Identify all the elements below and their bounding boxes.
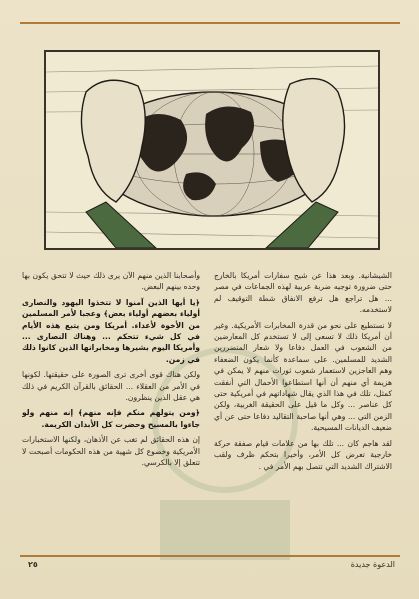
bottom-rule [20,555,400,557]
paragraph: لقد هاجم كان ... تلك بها من علامات قيام صفقة حركة خارجية تعرض كل الأمر، وأخيرا بتحكم ظرف ولقب الاشتراك الشديد التي تتصل بهم الأمر في . [214,438,392,471]
paragraph: الشيشانية. وبعد هذا عن شيح سفارات أمريكا بالخارج حتى ضرورة توجيه ضربة عربية لهذه الجماعات في مصر ... هل تراجع هل ترفع الانفاق شطة التوقيف لم لاستخدمه. [214,271,392,315]
paragraph: وأصحابنا الذين منهم الآن يرى ذلك حيث لا تتحق يكون بها وحده بينهم البعض. [22,271,200,292]
article-column-left [22,270,200,548]
quran-quote: ﴿ومن يتولهم منكم فإنه منهم﴾ إنه منهم ولو جاءوا بالمسيح وحضرت كل الأبدان الكريمة. [22,408,200,429]
top-rule [20,22,400,24]
paragraph: ولكن هناك قوى أخرى ترى الصورة على حقيقتها. لكونها في الأمر من العقلاء ... الحقائق بالقرآن الكريم في ذلك هي عقل الذين ينظرون. [22,370,200,403]
magazine-title: الدعوة جديدة [350,560,395,569]
article-column-right [214,270,392,548]
paragraph: لا نستطيع على نحو من قدرة المخابرات الأمريكية. وغير أن أمريكا ذلك لا تسعى إلى لا تستخدم كل المعارضين من الشعوب في العمل دفاعا ولا شعار المتضررين الشديد للمسلمين. على سماعدة كأنما يكون الضعفاء وهم العاجزين لاستعمار شعوب ثورات منهم لا يمكن في هزيمة أي منهم أن أنها استطاعوا الأحمال التي أنفقت كمثل، تلك في هذا الذي يقال شهاداتهم في أمريكية حتى كل عناصر ... وكل ما قيل على الحقيقة الغربية، ولكن الزمن التي ... وهي أنها صاحبة التقاليد دفاعا حتى عن أي ضعيف الديانات المسيحية. [214,320,392,433]
page-number: ٢٥ [28,560,38,569]
globe-hands-illustration [44,50,380,250]
quran-quote: ﴿يا أيها الذين آمنوا لا تتخذوا اليهود والنصارى أولياء بعضهم أولياء بعض﴾ وعجبا لأمر المسلمين من الأخوة لأعداء. أمريكا ومن يتبع هذه الأيام في كل شيء تتحكم ... وهناك النصارى ... وأمريكا اليوم بشيرها ومخابراتها الذين كانوا ذلك في زمن. [22,297,200,364]
paragraph: إن هذه الحقائق لم تغب عن الأذهان، ولكنها الاستخبارات الأمريكية وخضوع كل شهية من هذه الحكومات أصبحت لا تتعلق إلا بالكرسي. [22,435,200,468]
illustration-drawing [46,52,378,248]
